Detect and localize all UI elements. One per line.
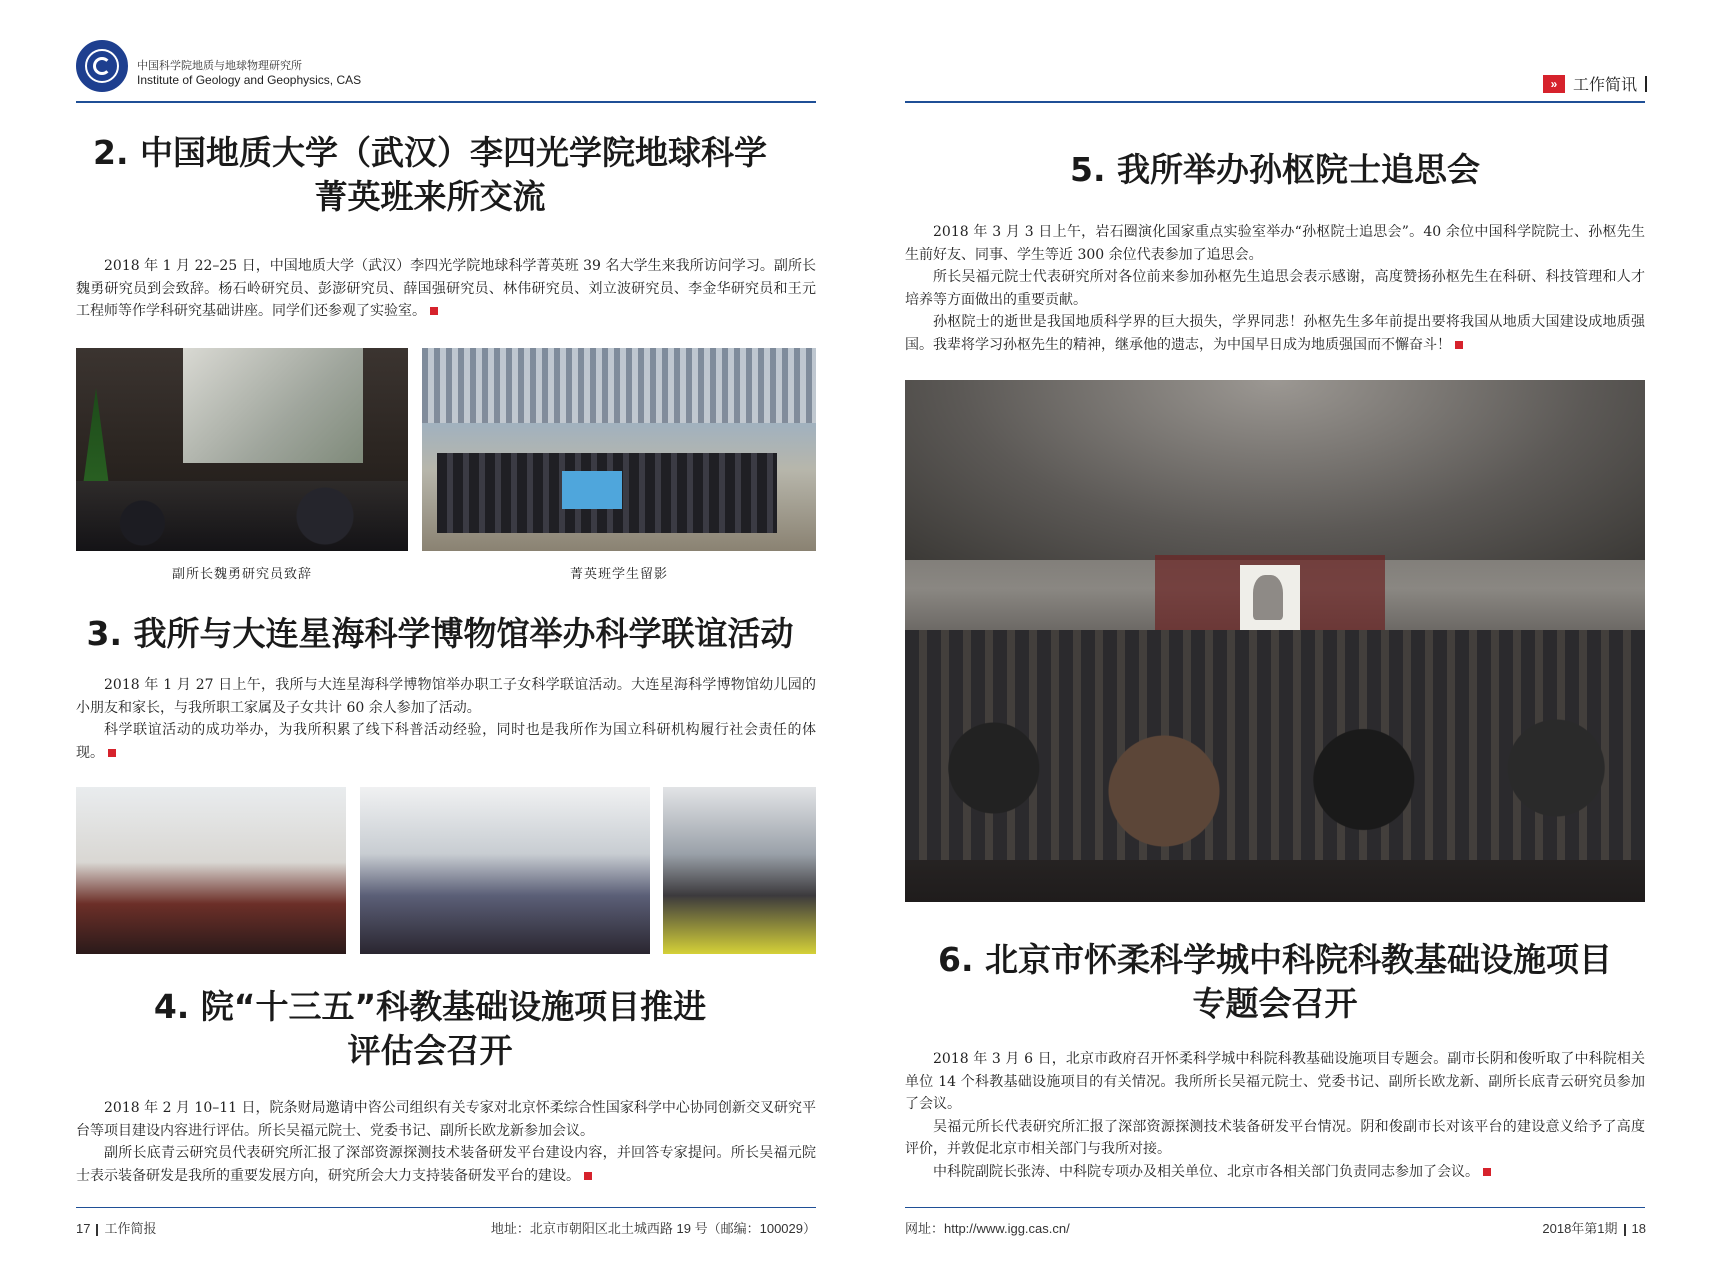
section-tag — [1543, 72, 1647, 95]
header-rule — [905, 101, 1645, 103]
footer-rule — [905, 1207, 1645, 1208]
footer-rule — [76, 1207, 816, 1208]
article3-body: 2018 年 1 月 27 日上午，我所与大连星海科学博物馆举办职工子女科学联谊活动。大连星海科学博物馆幼儿园的小朋友和家长，与我所职工家属及子女共计 60 余人参加了活动。 科学联谊活动的成功举办，为我所积累了线下科普活动经验，同时也是我所作为国立科研机构履行社会责任的体现。 — [76, 677, 816, 761]
footer-website: 网址：http://www.igg.cas.cn/ — [905, 1221, 1070, 1236]
article5-title: 5. 我所举办孙枢院士追思会 — [1070, 150, 1480, 189]
caption-lecture: 副所长魏勇研究员致辞 — [171, 567, 312, 582]
article6-title: 6. 北京市怀柔科学城中科院科教基础设施项目 专题会召开 — [938, 940, 1612, 1023]
footer-address: 地址：北京市朝阳区北土城西路 19 号（邮编：100029） — [490, 1221, 816, 1236]
issue-label: 2018年第1期 — [1542, 1221, 1618, 1236]
caption-group: 菁英班学生留影 — [569, 567, 668, 582]
end-mark-icon — [1455, 341, 1463, 349]
article5-body: 2018 年 3 月 3 日上午，岩石圈演化国家重点实验室举办“孙枢院士追思会”。40 余位中国科学院院士、孙枢先生生前好友、同事、学生等近 300 余位代表参加了追思会。 所长吴福元院士代表研究所对各位前来参加孙枢先生追思会表示感谢，高度赞扬孙枢先生在科研、科技管理和人才培养等方面做出的重要贡献。 孙枢院士的逝世是我国地质科学界的巨大损失，学界同悲！孙枢先生多年前提出要将我国从地质大国建设成地质强国。我辈将学习孙枢先生的精神，继承他的遗志，为中国早日成为地质强国而不懈奋斗！ — [905, 224, 1645, 353]
photo-memorial-hall — [905, 380, 1645, 902]
photo-kids-exhibit — [76, 787, 346, 954]
institute-logo-icon — [76, 40, 128, 92]
section-tag-label: 工作简讯 — [1572, 77, 1637, 94]
end-mark-icon — [430, 307, 438, 315]
article4-body: 2018 年 2 月 10–11 日，院条财局邀请中咨公司组织有关专家对北京怀柔综合性国家科学中心协同创新交叉研究平台等项目建设内容进行评估。所长吴福元院士、党委书记、副所长欧龙新参加会议。 副所长底青云研究员代表研究所汇报了深部资源探测技术装备研发平台建设内容，并回答专家提问。所长吴福元院士表示装备研发是我所的重要发展方向，研究所会大力支持装备研发平台的建设。 — [76, 1100, 816, 1184]
end-mark-icon — [1483, 1168, 1491, 1176]
photo-kids-lab — [360, 787, 650, 954]
right-page — [855, 0, 1710, 1270]
article2-body: 2018 年 1 月 22–25 日，中国地质大学（武汉）李四光学院地球科学菁英班 39 名大学生来我所访问学习。副所长魏勇研究员到会致辞。杨石岭研究员、彭澎研究员、薛国强研究员、林伟研究员、刘立波研究员、李金华研究员和王元工程师等作学科研究基础讲座。同学们还参观了实验室。 — [76, 258, 816, 319]
footer-left-page — [76, 1218, 156, 1237]
article3-title: 3. 我所与大连星海科学博物馆举办科学联谊活动 — [86, 614, 794, 653]
photo-lecture — [76, 348, 408, 551]
end-mark-icon — [584, 1172, 592, 1180]
photo-kids-guide — [663, 787, 816, 954]
double-chevron-icon: » — [1543, 75, 1565, 93]
institute-name-cn: 中国科学院地质与地球物理研究所 — [137, 60, 302, 72]
page-number: 17 — [76, 1221, 91, 1236]
page-number: 18 — [1631, 1221, 1646, 1236]
article2-title: 2. 中国地质大学（武汉）李四光学院地球科学 菁英班来所交流 — [93, 133, 767, 216]
article4-title: 4. 院“十三五”科教基础设施项目推进 评估会召开 — [153, 987, 707, 1070]
publication-name: 工作简报 — [104, 1221, 157, 1236]
institute-name-en: Institute of Geology and Geophysics, CAS — [137, 73, 362, 87]
header-rule — [76, 101, 816, 103]
article6-body: 2018 年 3 月 6 日，北京市政府召开怀柔科学城中科院科教基础设施项目专题会。副市长阴和俊听取了中科院相关单位 14 个科教基础设施项目的有关情况。我所所长吴福元院士、党委书记、副所长欧龙新、副所长底青云研究员参加了会议。 吴福元所长代表研究所汇报了深部资源探测技术装备研发平台情况。阴和俊副市长对该平台的建设意义给予了高度评价，并敦促北京市相关部门与我所对接。 中科院副院长张涛、中科院专项办及相关单位、北京市各相关部门负责同志参加了会议。 — [905, 1051, 1645, 1180]
footer-right-page — [1542, 1218, 1646, 1237]
end-mark-icon — [108, 749, 116, 757]
photo-group — [422, 348, 816, 551]
